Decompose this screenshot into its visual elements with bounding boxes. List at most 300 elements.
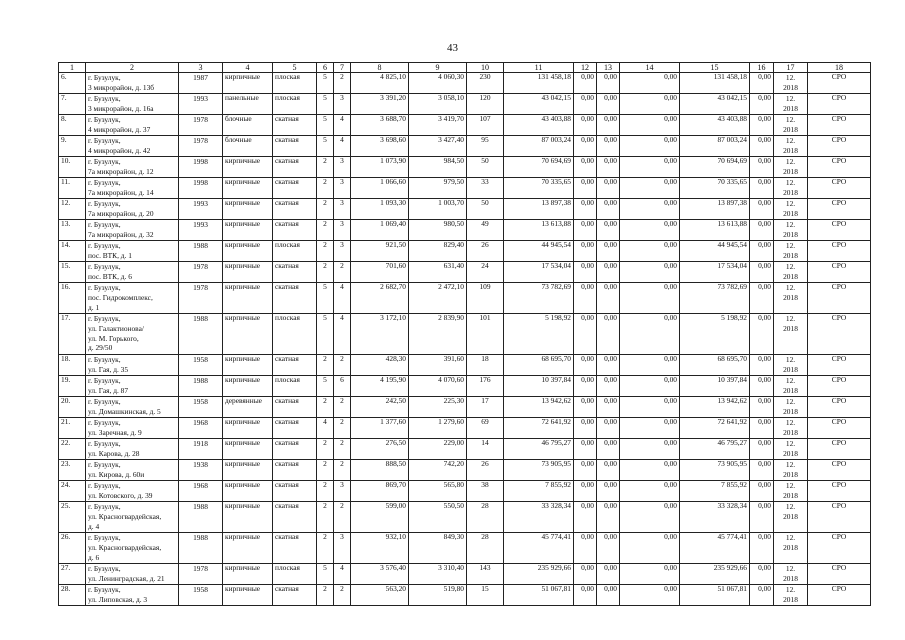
year-built-cell: 1988 [179, 314, 223, 355]
owner-funds-cell: 46 795,27 [680, 439, 750, 460]
cost-col-16-cell: 0,00 [750, 115, 774, 136]
roof-type-cell: скатная [273, 157, 317, 178]
wall-material-cell: кирпичные [223, 481, 273, 502]
completion-date-cell: 12. 2018 [774, 178, 808, 199]
cost-col-14-cell: 0,00 [620, 199, 680, 220]
address-cell: г. Бузулук, ул. Ленинградская, д. 21 [86, 564, 179, 585]
method-cell: СРО [808, 585, 871, 606]
column-header: 9 [409, 63, 467, 73]
method-cell: СРО [808, 502, 871, 533]
living-area-cell: 519,80 [409, 585, 467, 606]
residents-cell: 50 [467, 157, 504, 178]
floors-cell: 2 [317, 397, 334, 418]
cost-col-16-cell: 0,00 [750, 199, 774, 220]
living-area-cell: 225,30 [409, 397, 467, 418]
cost-col-16-cell: 0,00 [750, 439, 774, 460]
row-number-cell: 13. [59, 220, 86, 241]
table-row [59, 115, 871, 136]
residents-cell: 26 [467, 241, 504, 262]
floors-cell: 2 [317, 241, 334, 262]
living-area-cell: 3 427,40 [409, 136, 467, 157]
wall-material-cell: кирпичные [223, 564, 273, 585]
year-built-cell: 1938 [179, 460, 223, 481]
year-built-cell: 1958 [179, 585, 223, 606]
cost-col-13-cell: 0,00 [597, 262, 620, 283]
table-row [59, 376, 871, 397]
cost-col-16-cell: 0,00 [750, 564, 774, 585]
cost-col-14-cell: 0,00 [620, 241, 680, 262]
method-cell: СРО [808, 481, 871, 502]
method-cell: СРО [808, 136, 871, 157]
cost-col-14-cell: 0,00 [620, 283, 680, 314]
completion-date-cell: 12. 2018 [774, 157, 808, 178]
completion-date-cell: 12. 2018 [774, 314, 808, 355]
owner-funds-cell: 10 397,84 [680, 376, 750, 397]
year-built-cell: 1993 [179, 220, 223, 241]
living-area-cell: 565,80 [409, 481, 467, 502]
living-area-cell: 391,60 [409, 355, 467, 376]
cost-col-12-cell: 0,00 [574, 564, 597, 585]
column-header: 5 [273, 63, 317, 73]
address-cell: г. Бузулук, пос. ВТК, д. 1 [86, 241, 179, 262]
owner-funds-cell: 73 782,69 [680, 283, 750, 314]
total-area-cell: 428,30 [351, 355, 409, 376]
owner-funds-cell: 7 855,92 [680, 481, 750, 502]
address-cell: г. Бузулук, ул. Липовская, д. 3 [86, 585, 179, 606]
row-number-cell: 6. [59, 73, 86, 94]
cost-col-16-cell: 0,00 [750, 355, 774, 376]
living-area-cell: 3 058,10 [409, 94, 467, 115]
wall-material-cell: кирпичные [223, 502, 273, 533]
floors-cell: 2 [317, 178, 334, 199]
column-header: 16 [750, 63, 774, 73]
row-number-cell: 24. [59, 481, 86, 502]
total-area-cell: 599,00 [351, 502, 409, 533]
table-row [59, 241, 871, 262]
cost-col-13-cell: 0,00 [597, 178, 620, 199]
total-area-cell: 921,50 [351, 241, 409, 262]
completion-date-cell: 12. 2018 [774, 585, 808, 606]
address-cell: г. Бузулук, 3 микрорайон, д. 16а [86, 94, 179, 115]
roof-type-cell: скатная [273, 418, 317, 439]
residents-cell: 24 [467, 262, 504, 283]
address-cell: г. Бузулук, ул. Красногвардейская, д. 6 [86, 533, 179, 564]
entrances-cell: 3 [334, 157, 351, 178]
living-area-cell: 4 070,60 [409, 376, 467, 397]
year-built-cell: 1993 [179, 94, 223, 115]
table-row [59, 157, 871, 178]
completion-date-cell: 12. 2018 [774, 136, 808, 157]
wall-material-cell: кирпичные [223, 73, 273, 94]
entrances-cell: 2 [334, 418, 351, 439]
address-cell: г. Бузулук, ул. Галактионова/ ул. М. Горького, д. 29/50 [86, 314, 179, 355]
entrances-cell: 3 [334, 241, 351, 262]
table-row [59, 314, 871, 355]
cost-col-16-cell: 0,00 [750, 136, 774, 157]
total-cost-cell: 46 795,27 [504, 439, 574, 460]
column-header: 13 [597, 63, 620, 73]
total-cost-cell: 43 042,15 [504, 94, 574, 115]
wall-material-cell: кирпичные [223, 220, 273, 241]
row-number-cell: 26. [59, 533, 86, 564]
floors-cell: 2 [317, 199, 334, 220]
floors-cell: 4 [317, 418, 334, 439]
completion-date-cell: 12. 2018 [774, 283, 808, 314]
owner-funds-cell: 51 067,81 [680, 585, 750, 606]
roof-type-cell: скатная [273, 220, 317, 241]
year-built-cell: 1978 [179, 283, 223, 314]
wall-material-cell: кирпичные [223, 376, 273, 397]
owner-funds-cell: 70 335,65 [680, 178, 750, 199]
owner-funds-cell: 87 003,24 [680, 136, 750, 157]
roof-type-cell: скатная [273, 178, 317, 199]
roof-type-cell: плоская [273, 94, 317, 115]
roof-type-cell: плоская [273, 376, 317, 397]
roof-type-cell: скатная [273, 585, 317, 606]
column-header: 12 [574, 63, 597, 73]
roof-type-cell: скатная [273, 533, 317, 564]
completion-date-cell: 12. 2018 [774, 397, 808, 418]
floors-cell: 2 [317, 355, 334, 376]
living-area-cell: 1 279,60 [409, 418, 467, 439]
cost-col-13-cell: 0,00 [597, 533, 620, 564]
residents-cell: 33 [467, 178, 504, 199]
cost-col-12-cell: 0,00 [574, 115, 597, 136]
year-built-cell: 1978 [179, 262, 223, 283]
year-built-cell: 1958 [179, 355, 223, 376]
entrances-cell: 2 [334, 397, 351, 418]
column-header: 17 [774, 63, 808, 73]
cost-col-14-cell: 0,00 [620, 376, 680, 397]
wall-material-cell: деревянные [223, 397, 273, 418]
address-cell: г. Бузулук, 7а микрорайон, д. 12 [86, 157, 179, 178]
cost-col-14-cell: 0,00 [620, 481, 680, 502]
cost-col-13-cell: 0,00 [597, 397, 620, 418]
completion-date-cell: 12. 2018 [774, 439, 808, 460]
cost-col-13-cell: 0,00 [597, 199, 620, 220]
entrances-cell: 3 [334, 533, 351, 564]
column-header: 4 [223, 63, 273, 73]
total-area-cell: 242,50 [351, 397, 409, 418]
column-header: 1 [59, 63, 86, 73]
living-area-cell: 980,50 [409, 220, 467, 241]
cost-col-12-cell: 0,00 [574, 157, 597, 178]
cost-col-13-cell: 0,00 [597, 418, 620, 439]
completion-date-cell: 12. 2018 [774, 460, 808, 481]
completion-date-cell: 12. 2018 [774, 73, 808, 94]
owner-funds-cell: 70 694,69 [680, 157, 750, 178]
floors-cell: 5 [317, 376, 334, 397]
residents-cell: 107 [467, 115, 504, 136]
year-built-cell: 1988 [179, 533, 223, 564]
cost-col-12-cell: 0,00 [574, 283, 597, 314]
owner-funds-cell: 5 198,92 [680, 314, 750, 355]
floors-cell: 5 [317, 283, 334, 314]
completion-date-cell: 12. 2018 [774, 376, 808, 397]
completion-date-cell: 12. 2018 [774, 199, 808, 220]
year-built-cell: 1918 [179, 439, 223, 460]
entrances-cell: 2 [334, 355, 351, 376]
owner-funds-cell: 131 458,18 [680, 73, 750, 94]
roof-type-cell: скатная [273, 136, 317, 157]
cost-col-14-cell: 0,00 [620, 115, 680, 136]
cost-col-13-cell: 0,00 [597, 502, 620, 533]
roof-type-cell: скатная [273, 397, 317, 418]
row-number-cell: 16. [59, 283, 86, 314]
address-cell: г. Бузулук, 4 микрорайон, д. 37 [86, 115, 179, 136]
cost-col-13-cell: 0,00 [597, 564, 620, 585]
method-cell: СРО [808, 533, 871, 564]
roof-type-cell: плоская [273, 241, 317, 262]
row-number-cell: 18. [59, 355, 86, 376]
residents-cell: 50 [467, 199, 504, 220]
table-row [59, 283, 871, 314]
residents-cell: 176 [467, 376, 504, 397]
owner-funds-cell: 13 897,38 [680, 199, 750, 220]
total-cost-cell: 73 782,69 [504, 283, 574, 314]
method-cell: СРО [808, 199, 871, 220]
address-cell: г. Бузулук, ул. Котовского, д. 39 [86, 481, 179, 502]
cost-col-12-cell: 0,00 [574, 136, 597, 157]
total-cost-cell: 235 929,66 [504, 564, 574, 585]
table-row [59, 355, 871, 376]
owner-funds-cell: 13 613,88 [680, 220, 750, 241]
completion-date-cell: 12. 2018 [774, 533, 808, 564]
completion-date-cell: 12. 2018 [774, 115, 808, 136]
cost-col-16-cell: 0,00 [750, 418, 774, 439]
total-area-cell: 869,70 [351, 481, 409, 502]
table-body [59, 73, 871, 606]
row-number-cell: 12. [59, 199, 86, 220]
column-header: 10 [467, 63, 504, 73]
table-row [59, 481, 871, 502]
owner-funds-cell: 45 774,41 [680, 533, 750, 564]
owner-funds-cell: 235 929,66 [680, 564, 750, 585]
entrances-cell: 4 [334, 136, 351, 157]
entrances-cell: 4 [334, 115, 351, 136]
wall-material-cell: кирпичные [223, 439, 273, 460]
table-row [59, 397, 871, 418]
cost-col-14-cell: 0,00 [620, 502, 680, 533]
cost-col-12-cell: 0,00 [574, 533, 597, 564]
total-cost-cell: 70 335,65 [504, 178, 574, 199]
column-header: 3 [179, 63, 223, 73]
cost-col-12-cell: 0,00 [574, 460, 597, 481]
cost-col-14-cell: 0,00 [620, 73, 680, 94]
entrances-cell: 3 [334, 220, 351, 241]
living-area-cell: 2 472,10 [409, 283, 467, 314]
owner-funds-cell: 13 942,62 [680, 397, 750, 418]
cost-col-12-cell: 0,00 [574, 314, 597, 355]
floors-cell: 5 [317, 115, 334, 136]
residents-cell: 109 [467, 283, 504, 314]
wall-material-cell: панельные [223, 94, 273, 115]
roof-type-cell: скатная [273, 460, 317, 481]
roof-type-cell: скатная [273, 262, 317, 283]
entrances-cell: 6 [334, 376, 351, 397]
cost-col-16-cell: 0,00 [750, 502, 774, 533]
method-cell: СРО [808, 376, 871, 397]
owner-funds-cell: 73 905,95 [680, 460, 750, 481]
floors-cell: 2 [317, 460, 334, 481]
residents-cell: 26 [467, 460, 504, 481]
total-cost-cell: 44 945,54 [504, 241, 574, 262]
living-area-cell: 3 419,70 [409, 115, 467, 136]
floors-cell: 5 [317, 136, 334, 157]
address-cell: г. Бузулук, ул. Красногвардейская, д. 4 [86, 502, 179, 533]
living-area-cell: 979,50 [409, 178, 467, 199]
column-header: 15 [680, 63, 750, 73]
method-cell: СРО [808, 397, 871, 418]
year-built-cell: 1978 [179, 115, 223, 136]
total-area-cell: 3 688,70 [351, 115, 409, 136]
wall-material-cell: кирпичные [223, 262, 273, 283]
roof-type-cell: скатная [273, 502, 317, 533]
total-cost-cell: 13 613,88 [504, 220, 574, 241]
total-cost-cell: 131 458,18 [504, 73, 574, 94]
cost-col-12-cell: 0,00 [574, 418, 597, 439]
column-header: 18 [808, 63, 871, 73]
year-built-cell: 1988 [179, 502, 223, 533]
address-cell: г. Бузулук, ул. Домашкинская, д. 5 [86, 397, 179, 418]
housing-registry-table [58, 62, 871, 606]
cost-col-13-cell: 0,00 [597, 94, 620, 115]
living-area-cell: 2 839,90 [409, 314, 467, 355]
cost-col-16-cell: 0,00 [750, 94, 774, 115]
living-area-cell: 1 003,70 [409, 199, 467, 220]
cost-col-16-cell: 0,00 [750, 73, 774, 94]
cost-col-14-cell: 0,00 [620, 157, 680, 178]
address-cell: г. Бузулук, 7а микрорайон, д. 14 [86, 178, 179, 199]
entrances-cell: 2 [334, 502, 351, 533]
method-cell: СРО [808, 115, 871, 136]
cost-col-16-cell: 0,00 [750, 481, 774, 502]
table-row [59, 94, 871, 115]
method-cell: СРО [808, 94, 871, 115]
cost-col-13-cell: 0,00 [597, 460, 620, 481]
wall-material-cell: блочные [223, 115, 273, 136]
row-number-cell: 14. [59, 241, 86, 262]
row-number-cell: 7. [59, 94, 86, 115]
column-header: 2 [86, 63, 179, 73]
row-number-cell: 9. [59, 136, 86, 157]
roof-type-cell: скатная [273, 199, 317, 220]
row-number-cell: 27. [59, 564, 86, 585]
table-row [59, 178, 871, 199]
method-cell: СРО [808, 314, 871, 355]
cost-col-16-cell: 0,00 [750, 241, 774, 262]
cost-col-13-cell: 0,00 [597, 439, 620, 460]
total-cost-cell: 10 397,84 [504, 376, 574, 397]
address-cell: г. Бузулук, 3 микрорайон, д. 13б [86, 73, 179, 94]
wall-material-cell: кирпичные [223, 418, 273, 439]
address-cell: г. Бузулук, 4 микрорайон, д. 42 [86, 136, 179, 157]
year-built-cell: 1988 [179, 376, 223, 397]
residents-cell: 28 [467, 502, 504, 533]
row-number-cell: 19. [59, 376, 86, 397]
total-cost-cell: 45 774,41 [504, 533, 574, 564]
roof-type-cell: скатная [273, 355, 317, 376]
method-cell: СРО [808, 460, 871, 481]
roof-type-cell: плоская [273, 73, 317, 94]
row-number-cell: 17. [59, 314, 86, 355]
cost-col-12-cell: 0,00 [574, 241, 597, 262]
cost-col-16-cell: 0,00 [750, 178, 774, 199]
year-built-cell: 1987 [179, 73, 223, 94]
owner-funds-cell: 43 403,88 [680, 115, 750, 136]
floors-cell: 5 [317, 564, 334, 585]
residents-cell: 230 [467, 73, 504, 94]
living-area-cell: 4 060,30 [409, 73, 467, 94]
address-cell: г. Бузулук, ул. Заречная, д. 9 [86, 418, 179, 439]
cost-col-14-cell: 0,00 [620, 533, 680, 564]
floors-cell: 2 [317, 481, 334, 502]
completion-date-cell: 12. 2018 [774, 564, 808, 585]
wall-material-cell: кирпичные [223, 355, 273, 376]
cost-col-14-cell: 0,00 [620, 418, 680, 439]
floors-cell: 5 [317, 314, 334, 355]
living-area-cell: 849,30 [409, 533, 467, 564]
entrances-cell: 2 [334, 585, 351, 606]
cost-col-16-cell: 0,00 [750, 376, 774, 397]
method-cell: СРО [808, 564, 871, 585]
wall-material-cell: блочные [223, 136, 273, 157]
address-cell: г. Бузулук, ул. Гая, д. 87 [86, 376, 179, 397]
residents-cell: 17 [467, 397, 504, 418]
total-area-cell: 932,10 [351, 533, 409, 564]
cost-col-14-cell: 0,00 [620, 314, 680, 355]
table-row [59, 460, 871, 481]
table-row [59, 262, 871, 283]
total-cost-cell: 43 403,88 [504, 115, 574, 136]
method-cell: СРО [808, 355, 871, 376]
total-area-cell: 1 093,30 [351, 199, 409, 220]
entrances-cell: 3 [334, 481, 351, 502]
address-cell: г. Бузулук, ул. Карова, д. 28 [86, 439, 179, 460]
entrances-cell: 2 [334, 460, 351, 481]
row-number-cell: 23. [59, 460, 86, 481]
cost-col-12-cell: 0,00 [574, 73, 597, 94]
page-number: 43 [447, 42, 458, 54]
completion-date-cell: 12. 2018 [774, 418, 808, 439]
wall-material-cell: кирпичные [223, 283, 273, 314]
floors-cell: 2 [317, 439, 334, 460]
residents-cell: 38 [467, 481, 504, 502]
cost-col-14-cell: 0,00 [620, 94, 680, 115]
method-cell: СРО [808, 220, 871, 241]
cost-col-12-cell: 0,00 [574, 585, 597, 606]
total-area-cell: 4 825,10 [351, 73, 409, 94]
address-cell: г. Бузулук, 7а микрорайон, д. 20 [86, 199, 179, 220]
cost-col-16-cell: 0,00 [750, 397, 774, 418]
residents-cell: 101 [467, 314, 504, 355]
residents-cell: 69 [467, 418, 504, 439]
total-area-cell: 4 195,90 [351, 376, 409, 397]
residents-cell: 15 [467, 585, 504, 606]
entrances-cell: 3 [334, 199, 351, 220]
column-header: 8 [351, 63, 409, 73]
total-cost-cell: 17 534,04 [504, 262, 574, 283]
total-area-cell: 1 073,90 [351, 157, 409, 178]
wall-material-cell: кирпичные [223, 157, 273, 178]
cost-col-12-cell: 0,00 [574, 376, 597, 397]
wall-material-cell: кирпичные [223, 199, 273, 220]
total-area-cell: 3 172,10 [351, 314, 409, 355]
cost-col-12-cell: 0,00 [574, 94, 597, 115]
method-cell: СРО [808, 418, 871, 439]
total-area-cell: 563,20 [351, 585, 409, 606]
cost-col-12-cell: 0,00 [574, 199, 597, 220]
